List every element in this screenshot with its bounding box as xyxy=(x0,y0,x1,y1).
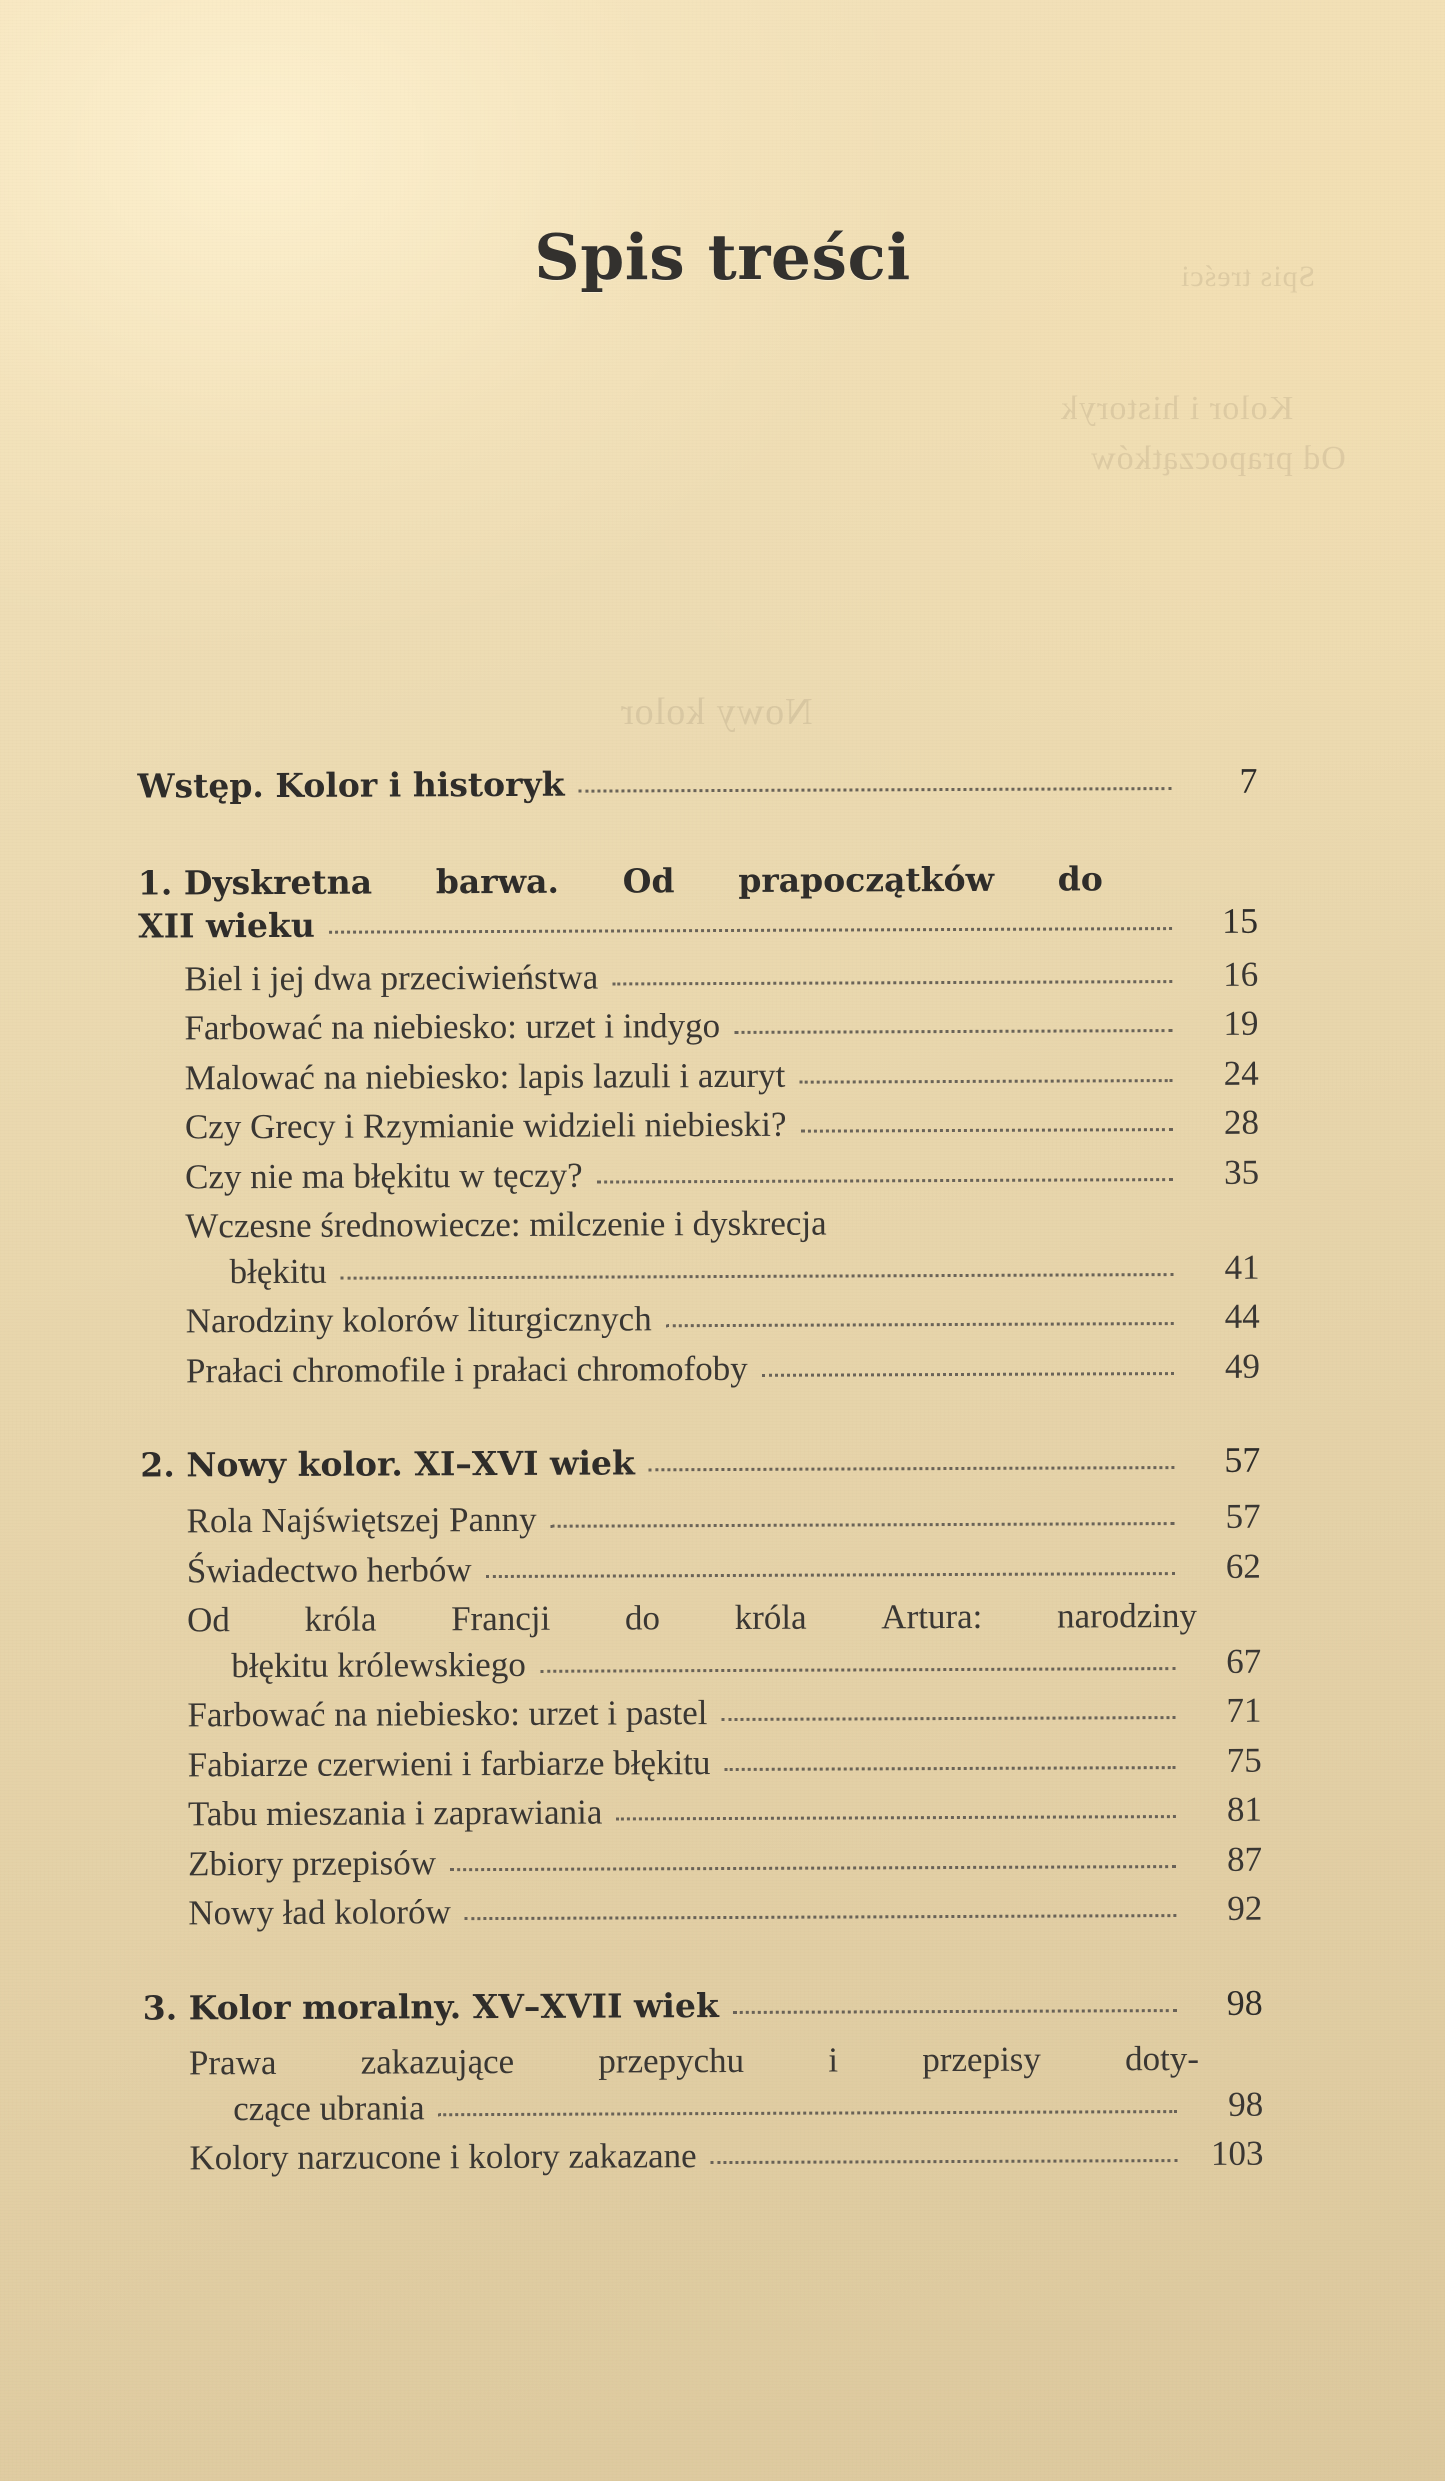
toc-entry-label: Prałaci chromofile i prałaci chromofoby xyxy=(185,1348,748,1391)
toc-block-intro xyxy=(137,758,1257,810)
toc-sub-entry[interactable] xyxy=(189,2036,1263,2132)
toc-entry-word: i xyxy=(828,2040,839,2080)
toc-entry-page: 24 xyxy=(1223,1053,1259,1093)
toc-entry-label: czące ubrania xyxy=(233,2088,425,2129)
toc-entry-line-2 xyxy=(233,2082,1263,2132)
toc-entry-word: barwa. xyxy=(435,861,560,902)
toc-sub-entry[interactable] xyxy=(188,1787,1262,1837)
bleed-through-text: Od prapoczątków xyxy=(1090,440,1346,477)
toc-entry-page: 62 xyxy=(1225,1546,1261,1586)
spacer xyxy=(138,814,1258,863)
toc-entry-word: Prawa xyxy=(188,2043,277,2083)
leader-dots xyxy=(329,927,1172,934)
toc-entry-label: Wstęp. Kolor i historyk xyxy=(137,764,565,806)
leader-dots xyxy=(597,1178,1174,1184)
toc-entry-page: 67 xyxy=(1226,1641,1262,1681)
toc-entry-label: Malować na niebiesko: lapis lazuli i azuryt xyxy=(184,1055,786,1098)
spacer xyxy=(142,1935,1262,1984)
toc-entry-label: błękitu xyxy=(229,1251,327,1291)
leader-dots xyxy=(612,980,1172,985)
toc-entry-label: Farbować na niebiesko: urzet i pastel xyxy=(187,1693,708,1735)
leader-dots xyxy=(734,1029,1172,1034)
toc-entry-word: Od xyxy=(622,861,675,901)
toc-entry-label: Świadectwo herbów xyxy=(186,1549,472,1590)
toc-block-chapter-3 xyxy=(143,1979,1264,2181)
toc-sub-entry[interactable] xyxy=(185,1100,1259,1150)
toc-entry-line-2 xyxy=(231,1638,1261,1688)
toc-entry-label: Fabiarze czerwieni i farbiarze błękitu xyxy=(187,1742,711,1784)
toc-entry-page: 98 xyxy=(1226,1982,1263,2023)
toc-chapter-entry[interactable] xyxy=(140,1437,1260,1489)
leader-dots xyxy=(540,1667,1175,1673)
toc-entry-word: do xyxy=(1057,859,1103,899)
toc-entry-page: 35 xyxy=(1224,1152,1260,1192)
toc-chapter-entry[interactable] xyxy=(138,858,1258,946)
leader-dots xyxy=(724,1766,1175,1771)
toc-sub-entry[interactable] xyxy=(184,1001,1258,1051)
toc-entry-label: Kolory narzucone i kolory zakazane xyxy=(189,2136,697,2178)
toc-entry-word: doty- xyxy=(1125,2039,1200,2079)
bleed-through-text: Spis treści xyxy=(1180,260,1316,293)
toc-entry-label: Farbować na niebiesko: urzet i indygo xyxy=(184,1006,721,1048)
toc-entry-word: króla xyxy=(304,1599,377,1639)
toc-entry-page: 49 xyxy=(1224,1346,1261,1386)
toc-entry-label: błękitu królewskiego xyxy=(231,1644,526,1685)
toc-entry-label: XII wieku xyxy=(137,905,315,946)
toc-entry-label: Tabu mieszania i zaprawiania xyxy=(187,1792,603,1834)
leader-dots xyxy=(551,1522,1175,1528)
toc-entry-line-1: Wczesne średnowiecze: milczenie i dyskrecja xyxy=(185,1203,827,1246)
toc-entry-page: 15 xyxy=(1221,900,1259,941)
toc-sub-entry[interactable] xyxy=(187,1688,1261,1738)
toc-entry-word: zakazujące xyxy=(360,2042,515,2082)
toc-sub-entry[interactable] xyxy=(185,1050,1259,1100)
toc-entry-line-1 xyxy=(187,1593,1197,1643)
bleed-through-text: Kolor i historyk xyxy=(1060,390,1294,427)
leader-dots xyxy=(341,1273,1174,1280)
toc-entry-page: 103 xyxy=(1210,2134,1264,2174)
toc-entry-page: 41 xyxy=(1224,1247,1260,1287)
leader-dots xyxy=(616,1815,1176,1820)
toc-entry-page: 7 xyxy=(1239,760,1258,801)
leader-dots xyxy=(486,1572,1175,1578)
toc-block-chapter-2 xyxy=(140,1437,1262,1936)
toc-entry-word: przepisy xyxy=(922,2040,1041,2080)
toc-entry-line-1 xyxy=(189,2036,1199,2086)
toc-entry-label: Narodziny kolorów liturgicznych xyxy=(185,1299,652,1341)
toc-entry-page: 19 xyxy=(1223,1003,1259,1044)
toc-entry-label: Czy Grecy i Rzymianie widzieli niebieski? xyxy=(184,1105,787,1147)
toc-chapter-entry[interactable] xyxy=(143,1979,1263,2031)
toc-chapter-entry[interactable] xyxy=(137,758,1257,810)
leader-dots xyxy=(711,2159,1178,2164)
toc-sub-entry[interactable] xyxy=(185,1199,1259,1295)
toc-entry-word: do xyxy=(624,1598,661,1638)
toc-entry-label: Biel i jej dwa przeciwieństwa xyxy=(184,957,599,999)
toc-entry-page: 75 xyxy=(1226,1740,1262,1780)
toc-sub-entry[interactable] xyxy=(184,951,1258,1001)
toc-sub-entry[interactable] xyxy=(188,1737,1262,1787)
toc-entry-line-2 xyxy=(229,1244,1259,1294)
toc-sub-entry[interactable] xyxy=(187,1593,1261,1689)
toc-block-chapter-1 xyxy=(138,858,1260,1393)
leader-dots xyxy=(801,1128,1173,1133)
leader-dots xyxy=(450,1865,1176,1871)
toc-entry-word: Artura: xyxy=(881,1596,983,1637)
toc-entry-page: 87 xyxy=(1227,1839,1263,1879)
toc-entry-word: prapoczątków xyxy=(738,859,995,900)
toc-sub-entry[interactable] xyxy=(187,1494,1261,1544)
leader-dots xyxy=(799,1079,1172,1084)
toc-entry-page: 28 xyxy=(1223,1102,1259,1143)
toc-sub-entry[interactable] xyxy=(186,1343,1260,1393)
toc-entry-page: 92 xyxy=(1227,1888,1263,1928)
toc-entry-word: 1. Dyskretna xyxy=(137,862,373,903)
toc-entry-label: Czy nie ma błękitu w tęczy? xyxy=(185,1155,583,1197)
toc-entry-label: 3. Kolor moralny. XV–XVII wiek xyxy=(142,1985,719,2028)
toc-entry-word: Od xyxy=(186,1600,230,1640)
toc-sub-entry[interactable] xyxy=(189,2131,1263,2181)
page-title: Spis treści xyxy=(534,220,911,295)
toc-entry-label: Rola Najświętszej Panny xyxy=(186,1499,537,1541)
leader-dots xyxy=(649,1466,1175,1471)
leader-dots xyxy=(579,787,1172,793)
spacer xyxy=(140,1393,1260,1442)
toc-entry-word: Francji xyxy=(451,1598,551,1639)
toc-entry-word: przepychu xyxy=(598,2041,745,2081)
toc-entry-page: 57 xyxy=(1224,1439,1261,1481)
leader-dots xyxy=(733,2009,1177,2014)
toc-sub-entry[interactable] xyxy=(186,1294,1260,1344)
toc-entry-page: 81 xyxy=(1226,1789,1262,1829)
leader-dots xyxy=(439,2110,1178,2116)
toc-entry-label: Nowy ład kolorów xyxy=(188,1892,451,1933)
leader-dots xyxy=(762,1372,1174,1377)
toc-entry-page: 71 xyxy=(1226,1690,1262,1730)
toc-entry-page: 16 xyxy=(1223,954,1259,994)
toc-entry-page: 57 xyxy=(1225,1496,1261,1536)
toc-entry-word: króla xyxy=(734,1597,807,1638)
toc-entry-page: 98 xyxy=(1228,2084,1264,2124)
toc-entry-page: 44 xyxy=(1224,1296,1260,1337)
toc-chapter-line-1 xyxy=(138,859,1103,902)
leader-dots xyxy=(721,1716,1175,1721)
bleed-through-text: Nowy kolor xyxy=(620,691,813,733)
toc-chapter-line-2 xyxy=(138,899,1258,946)
toc-sub-entry[interactable] xyxy=(188,1836,1262,1886)
toc-sub-entry[interactable] xyxy=(185,1149,1259,1199)
toc-entry-word: narodziny xyxy=(1056,1596,1198,1636)
leader-dots xyxy=(465,1914,1177,1920)
table-of-contents xyxy=(137,758,1263,2186)
toc-entry-label: Zbiory przepisów xyxy=(188,1842,437,1883)
toc-entry-label: 2. Nowy kolor. XI–XVI wiek xyxy=(140,1443,635,1485)
toc-sub-entry[interactable] xyxy=(187,1543,1261,1593)
leader-dots xyxy=(666,1322,1174,1327)
toc-sub-entry[interactable] xyxy=(188,1886,1262,1936)
